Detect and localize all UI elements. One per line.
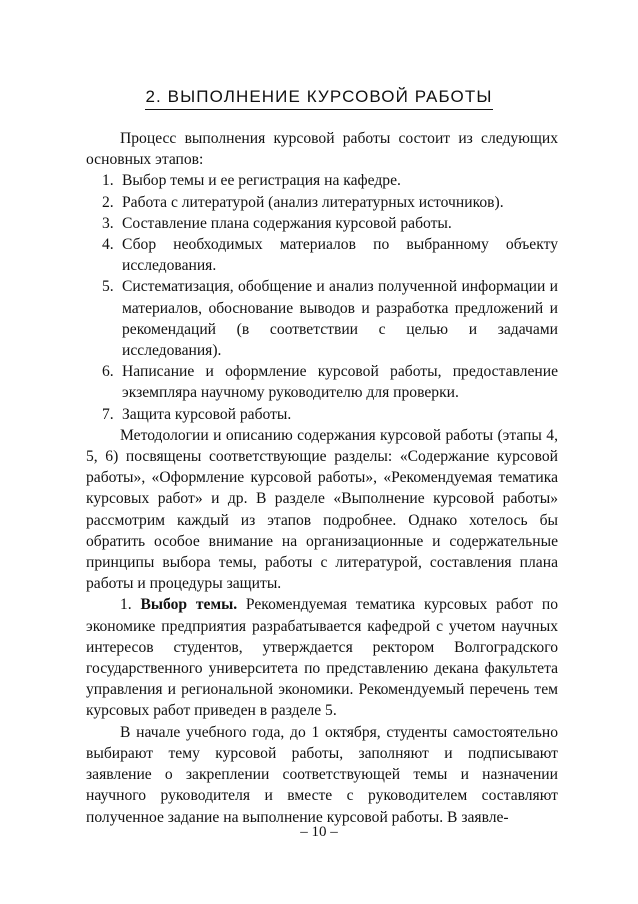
topic-paragraph <box>86 594 558 721</box>
list-item-text: Написание и оформление курсовой работы, предоставление экземпляра научному руководителю для проверки. <box>122 363 558 402</box>
list-item-number: 5. <box>102 278 114 296</box>
list-item-text: Сбор необходимых материалов по выбранному объекту исследования. <box>122 236 558 275</box>
list-item-text: Защита курсовой работы. <box>122 405 292 423</box>
list-item-number: 7. <box>102 405 114 423</box>
list-item-text: Составление плана содержания курсовой работы. <box>122 214 452 232</box>
list-item <box>102 404 558 425</box>
section-heading <box>0 86 638 110</box>
list-item-number: 2. <box>102 193 114 211</box>
methods-paragraph: Методологии и описанию содержания курсовой работы (этапы 4, 5, 6) посвящены соответствующие разделы: «Содержание курсовой работы», «Оформление курсовой работы», «Рекомендуемая тематика курсовых работ» и др. В разделе «Выполнение курсовой работы» рассмотрим каждый из этапов подробнее. Однако хотелось бы обратить особое внимание на организационные и содержательные принципы выбора темы, работы с литературой, составления плана работы и процедуры защиты. <box>86 426 558 593</box>
section-heading-text: 2. ВЫПОЛНЕНИЕ КУРСОВОЙ РАБОТЫ <box>145 86 492 110</box>
list-item-text: Работа с литературой (анализ литературных источников). <box>122 193 504 211</box>
steps-list <box>86 170 558 424</box>
list-item <box>102 170 558 191</box>
list-item <box>102 276 558 361</box>
list-item <box>102 361 558 403</box>
list-item <box>102 213 558 234</box>
page-number: – 10 – <box>300 824 338 840</box>
intro-paragraph: Процесс выполнения курсовой работы состоит из следующих основных этапов: <box>86 130 558 169</box>
page-body <box>86 128 558 828</box>
list-item-number: 3. <box>102 214 114 232</box>
list-item-text: Выбор темы и ее регистрация на кафедре. <box>122 172 401 190</box>
topic-title: Выбор темы. <box>140 596 238 614</box>
list-item <box>102 192 558 213</box>
list-item <box>102 234 558 276</box>
topic-number: 1. <box>120 596 132 614</box>
list-item-number: 4. <box>102 236 114 254</box>
list-item-number: 6. <box>102 363 114 381</box>
topic-text: Рекомендуемая тематика курсовых работ по экономике предприятия разрабатывается кафедрой с учетом научных интересов студентов, утверждается ректором Волгоградского государственного университета по представлению декана факультета управления и региональной экономики. Рекомендуемый перечень тем курсовых работ приведен в разделе 5. <box>86 596 559 720</box>
list-item-text: Систематизация, обобщение и анализ полученной информации и материалов, обоснование выводов и разработка предложений и рекомендаций (в соответствии с целью и задачами исследования). <box>122 278 558 360</box>
start-paragraph: В начале учебного года, до 1 октября, студенты самостоятельно выбирают тему курсовой работы, заполняют и подписывают заявление о закреплении соответствующей темы и назначении научного руководителя и вместе с руководителем составляют полученное задание на выполнение курсовой работы. В заявле- <box>86 723 558 826</box>
list-item-number: 1. <box>102 172 114 190</box>
